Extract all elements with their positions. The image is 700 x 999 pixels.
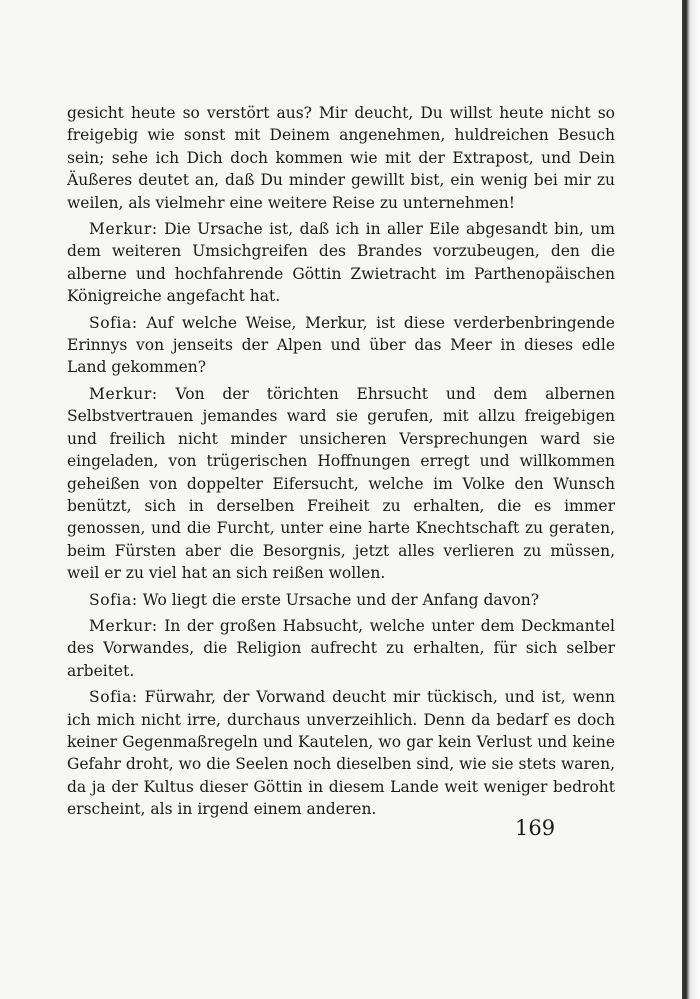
paragraph-sofia xyxy=(67,589,615,611)
paragraph-text: Auf welche Weise, Merkur, ist diese verderbenbringende Erinnys von jenseits der Alpen und über das Meer in dieses edle Land gekommen? xyxy=(67,313,615,377)
page-edge-shadow xyxy=(682,0,700,999)
paragraph-text: Fürwahr, der Vorwand deucht mir tückisch, und ist, wenn ich mich nicht irre, durchaus unverzeihlich. Denn da bedarf es doch keiner Gegenmaßregeln und Kautelen, wo gar kein Verlust und keine Gefahr droht, wo die Seelen noch dieselben sind, wie sie stets waren, da ja der Kultus dieser Göttin in diesem Lande weit weniger bedroht erscheint, als in irgend einem anderen. xyxy=(67,688,615,819)
paragraph-sofia xyxy=(67,312,615,379)
speaker-name: Merkur: xyxy=(89,384,158,403)
speaker-name: Merkur: xyxy=(89,616,158,635)
paragraph-text: Von der törichten Ehrsucht und dem albernen Selbstvertrauen jemandes ward sie gerufen, mit allzu freigebigen und freilich nicht minder unsicheren Versprechungen ward sie eingeladen, von trügerischen Hoffnungen erregt und willkommen geheißen von doppelter Eifersucht, welche im Volke den Wunsch benützt, sich in derselben Freiheit zu erhalten, die es immer genossen, und die Furcht, unter eine harte Knechtschaft zu geraten, beim Fürsten aber die Besorgnis, jetzt alles verlieren zu müssen, weil er zu viel hat an sich reißen wollen. xyxy=(67,384,616,583)
body-text xyxy=(67,102,615,825)
paragraph-merkur xyxy=(67,218,615,308)
speaker-name: Sofia: xyxy=(89,313,138,332)
paragraph-text: Wo liegt die erste Ursache und der Anfang davon? xyxy=(142,590,540,609)
paragraph-sofia xyxy=(67,686,615,820)
speaker-name: Merkur: xyxy=(89,220,158,239)
paragraph-merkur xyxy=(67,615,615,682)
paragraph-text: Die Ursache ist, daß ich in aller Eile abgesandt bin, um dem weiteren Umsichgreifen des Brandes vorzubeugen, den die alberne und hochfahrende Göttin Zwietracht im Parthenopäischen Königreiche angefacht hat. xyxy=(67,220,615,306)
paragraph-text: In der großen Habsucht, welche unter dem Deckmantel des Vorwandes, die Religion aufrecht zu erhalten, für sich selber arbeitet. xyxy=(67,616,615,680)
paragraph-continuation xyxy=(67,102,615,214)
paragraph-merkur xyxy=(67,383,615,585)
paragraph-text: gesicht heute so verstört aus? Mir deucht, Du willst heute nicht so freigebig wie sonst mit Deinem angenehmen, huldreichen Besuch sein; sehe ich Dich doch kommen wie mit der Extrapost, und Dein Äußeres deutet an, daß Du minder gewillt bist, ein wenig bei mir zu weilen, als vielmehr eine weitere Reise zu unternehmen! xyxy=(67,104,615,212)
page-number: 169 xyxy=(515,816,556,840)
speaker-name: Sofia: xyxy=(89,590,138,609)
speaker-name: Sofia: xyxy=(89,688,138,707)
